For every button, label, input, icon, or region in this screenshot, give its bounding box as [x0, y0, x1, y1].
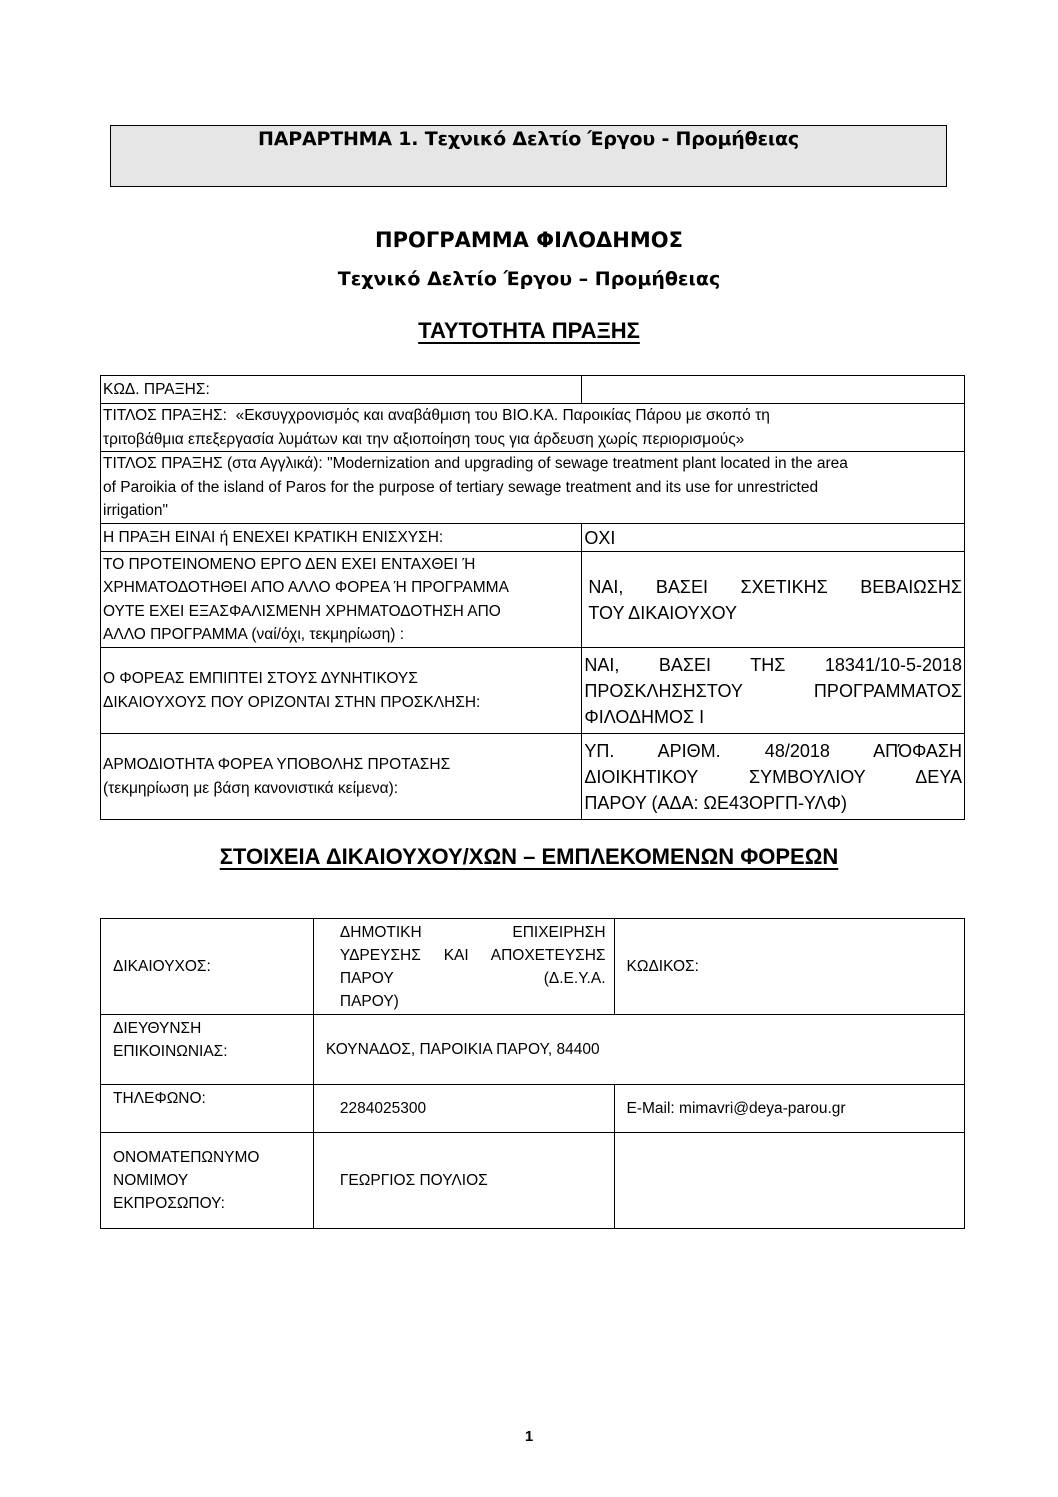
beneficiary-line-3: ΠΑΡΟΥ (Δ.Ε.Υ.Α. — [339, 969, 606, 987]
page-number: 1 — [524, 1428, 534, 1445]
competence-line-2: (τεκμηρίωση με βάση κανονιστικά κείμενα): — [103, 779, 399, 797]
address-value: ΚΟΥΝΑΔΟΣ, ΠΑΡΟΙΚΙΑ ΠΑΡΟΥ, 84400 — [313, 1015, 964, 1085]
table-row — [101, 524, 965, 552]
email-value: E-Mail: mimavri@deya-parou.gr — [614, 1085, 964, 1133]
title-en-text: "Modernization and upgrading of sewage treatment plant located in the area — [327, 455, 848, 473]
identity-table — [100, 375, 965, 820]
beneficiary-line-4: ΠΑΡΟΥ) — [339, 992, 399, 1010]
eligible-value-2: ΠΡΟΣΚΛΗΣΗΣΤΟΥ ΠΡΟΓΡΑΜΜΑΤΟΣ — [584, 680, 962, 701]
funding-line-4b: (ναί/όχι, τεκμηρίωση) : — [251, 626, 405, 643]
competence-value — [582, 734, 965, 820]
table-row — [101, 734, 965, 820]
phone-label: ΤΗΛΕΦΩΝΟ: — [101, 1085, 314, 1133]
competence-value-3: ΠΑΡΟΥ (ΑΔΑ: ΩΕ43ΟΡΓΠ-ΥΛΦ) — [584, 792, 847, 813]
state-aid-value: ΟΧΙ — [582, 524, 965, 552]
title-en-text3: irrigation" — [103, 502, 168, 520]
funding-label — [101, 552, 582, 648]
annex-title: ΠΑΡΑΡΤΗΜΑ 1. Τεχνικό Δελτίο Έργου - Προμήθειας — [258, 128, 799, 150]
code-value — [582, 376, 965, 404]
address-label-2: ΕΠΙΚΟΙΝΩΝΙΑΣ: — [113, 1043, 228, 1060]
title-gr-text: «Εκσυγχρονισμός και αναβάθμιση του ΒΙΟ.ΚΑ. Παροικίας Πάρου με σκοπό τη — [235, 407, 770, 424]
table-row — [101, 376, 965, 404]
eligible-value — [582, 648, 965, 734]
section-heading-beneficiaries: ΣΤΟΙΧΕΙΑ ΔΙΚΑΙΟΥΧΟΥ/ΧΩΝ – ΕΜΠΛΕΚΟΜΕΝΩΝ ΦΟΡΕΩΝ — [219, 844, 839, 869]
rep-label-3: ΕΚΠΡΟΣΩΠΟΥ: — [113, 1195, 225, 1212]
competence-value-1: ΥΠ. ΑΡΙΘΜ. 48/2018 ΑΠΌΦΑΣΗ — [584, 740, 962, 761]
funding-line-2: ΧΡΗΜΑΤΟΔΟΤΗΘΕΙ ΑΠΟ ΑΛΛΟ ΦΟΡΕΑ Ή ΠΡΟΓΡΑΜΜΑ — [103, 579, 509, 596]
funding-value-2: ΤΟΥ ΔΙΚΑΙΟΥΧΟΥ — [588, 602, 738, 623]
address-label — [101, 1015, 314, 1085]
table-row — [101, 404, 965, 452]
state-aid-label — [101, 524, 582, 552]
address-label-1: ΔΙΕΥΘΥΝΣΗ — [113, 1020, 202, 1037]
funding-line-4: ΑΛΛΟ ΠΡΟΓΡΑΜΜΑ — [103, 626, 248, 643]
phone-value: 2284025300 — [313, 1085, 614, 1133]
competence-line-1: ΑΡΜΟΔΙΟΤΗΤΑ ΦΟΡΕΑ ΥΠΟΒΟΛΗΣ ΠΡΟΤΑΣΗΣ — [103, 756, 451, 773]
eligible-value-3: ΦΙΛΟΔΗΜΟΣ Ι — [584, 706, 705, 727]
state-aid-label-b: ή — [219, 528, 229, 546]
beneficiaries-table — [100, 918, 965, 1229]
table-row — [101, 1133, 965, 1229]
competence-value-2: ΔΙΟΙΚΗΤΙΚΟΥ ΣΥΜΒΟΥΛΙΟΥ ΔΕΥΑ — [584, 766, 962, 787]
title-gr-label: ΤΙΤΛΟΣ ΠΡΑΞΗΣ: — [103, 407, 227, 424]
table-row — [101, 1015, 965, 1085]
table-row — [101, 552, 965, 648]
rep-label-1: ΟΝΟΜΑΤΕΠΩΝΥΜΟ — [113, 1149, 260, 1166]
table-row — [101, 648, 965, 734]
eligible-value-1: ΝΑΙ, ΒΑΣΕΙ ΤΗΣ 18341/10-5-2018 — [584, 654, 962, 675]
rep-label-2: ΝΟΜΙΜΟΥ — [113, 1172, 189, 1189]
title-en-paren: (στα Αγγλικά): — [226, 455, 323, 473]
beneficiary-label: ΔΙΚΑΙΟΥΧΟΣ: — [101, 919, 314, 1015]
table-row — [101, 452, 965, 524]
program-title: ΠΡΟΓΡΑΜΜΑ ΦΙΛΟΔΗΜΟΣ — [375, 228, 683, 252]
funding-value — [582, 552, 965, 648]
table-row — [101, 1085, 965, 1133]
eligible-line-1: Ο ΦΟΡΕΑΣ ΕΜΠΙΠΤΕΙ ΣΤΟΥΣ ΔΥΝΗΤΙΚΟΥΣ — [103, 670, 418, 687]
title-gr-cell — [101, 404, 965, 452]
state-aid-label-c: ΕΝΕΧΕΙ ΚΡΑΤΙΚΗ ΕΝΙΣΧΥΣΗ: — [232, 528, 444, 546]
state-aid-label-a: Η ΠΡΑΞΗ ΕΙΝΑΙ — [103, 528, 216, 546]
title-en-cell — [101, 452, 965, 524]
eligible-label — [101, 648, 582, 734]
title-en-label: ΤΙΤΛΟΣ ΠΡΑΞΗΣ — [103, 455, 223, 473]
eligible-line-2: ΔΙΚΑΙΟΥΧΟΥΣ ΠΟΥ ΟΡΙΖΟΝΤΑΙ ΣΤΗΝ ΠΡΟΣΚΛΗΣΗ: — [103, 693, 481, 711]
funding-line-1: ΤΟ ΠΡΟΤΕΙΝΟΜΕΝΟ ΕΡΓΟ ΔΕΝ ΕΧΕΙ ΕΝΤΑΧΘΕΙ Ή — [103, 555, 476, 573]
code-label-2: ΚΩΔΙΚΟΣ: — [614, 919, 964, 1015]
representative-label — [101, 1133, 314, 1229]
code-label: ΚΩΔ. ΠΡΑΞΗΣ: — [101, 376, 582, 404]
program-subtitle: Τεχνικό Δελτίο Έργου – Προμήθειας — [337, 268, 721, 290]
title-en-text2: of Paroikia of the island of Paros for the purpose of tertiary sewage treatment and its use for unrestricted — [103, 478, 819, 496]
beneficiary-line-2: ΥΔΡΕΥΣΗΣ ΚΑΙ ΑΠΟΧΕΤΕΥΣΗΣ — [339, 946, 606, 964]
beneficiary-value — [313, 919, 614, 1015]
funding-line-3: ΟΥΤΕ ΕΧΕΙ ΕΞΑΣΦΑΛΙΣΜΕΝΗ ΧΡΗΜΑΤΟΔΟΤΗΣΗ ΑΠΟ — [103, 602, 501, 620]
competence-label — [101, 734, 582, 820]
representative-empty — [614, 1133, 964, 1229]
section-heading-identity: ΤΑΥΤΟΤΗΤΑ ΠΡΑΞΗΣ — [418, 318, 640, 343]
representative-value: ΓΕΩΡΓΙΟΣ ΠΟΥΛΙΟΣ — [313, 1133, 614, 1229]
title-gr-text2: τριτοβάθμια επεξεργασία λυμάτων και την αξιοποίηση τους για άρδευση χωρίς περιορισμούς» — [103, 430, 745, 448]
funding-value-1: ΝΑΙ, ΒΑΣΕΙ ΣΧΕΤΙΚΗΣ ΒΕΒΑΙΩΣΗΣ — [588, 576, 962, 597]
table-row — [101, 919, 965, 1015]
beneficiary-line-1: ΔΗΜΟΤΙΚΗ ΕΠΙΧΕΙΡΗΣΗ — [339, 923, 606, 941]
